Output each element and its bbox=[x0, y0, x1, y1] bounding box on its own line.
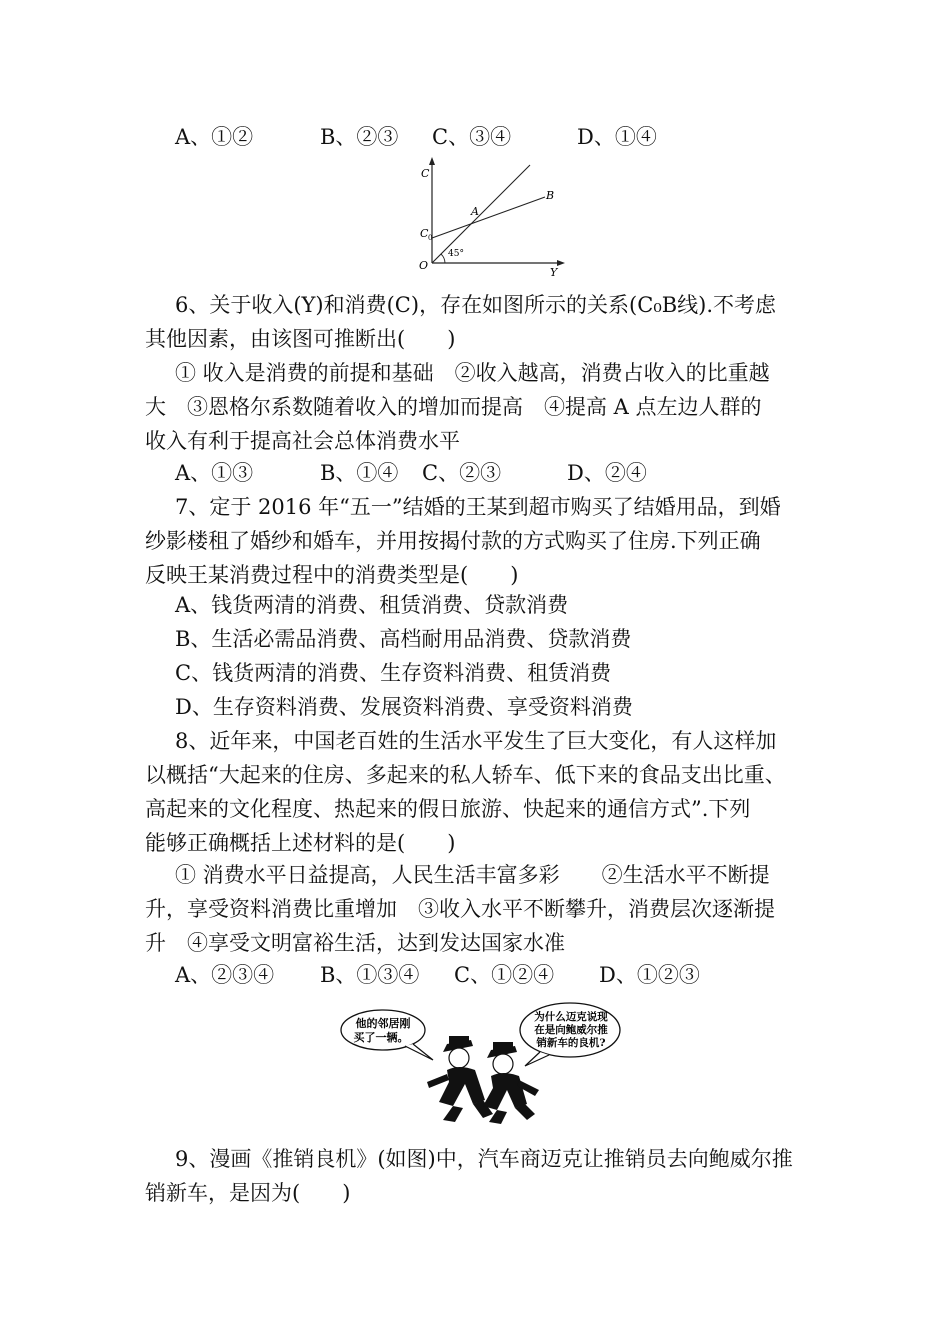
intercept-subscript: 0 bbox=[428, 234, 433, 242]
q6-line-1: 6、关于收入(Y)和消费(C)，存在如图所示的关系(C₀B线).不考虑 bbox=[175, 293, 777, 317]
q7-line-2: 纱影楼租了婚纱和婚车，并用按揭付款的方式购买了住房.下列正确 bbox=[145, 529, 761, 553]
q8-option-a: A、②③④ bbox=[175, 963, 275, 987]
q6-option-b: B、①④ bbox=[320, 461, 399, 485]
q5-options bbox=[175, 120, 657, 154]
q8-line-5: ① 消费水平日益提高，人民生活丰富多彩 ②生活水平不断提 bbox=[175, 863, 770, 887]
intercept-label: C bbox=[420, 227, 429, 240]
q7-option-d: D、生存资料消费、发展资料消费、享受资料消费 bbox=[175, 695, 633, 719]
q8-line-3: 高起来的文化程度、热起来的假日旅游、快起来的通信方式”.下列 bbox=[145, 797, 751, 821]
q8-option-b: B、①③④ bbox=[320, 963, 420, 987]
y-axis-label: C bbox=[421, 167, 430, 180]
left-bubble-text-2: 买了一辆。 bbox=[353, 1031, 409, 1044]
q8-line-1: 8、近年来，中国老百姓的生活水平发生了巨大变化，有人这样加 bbox=[175, 729, 777, 753]
line-b-label: B bbox=[546, 189, 555, 202]
q7-line-1: 7、定于 2016 年“五一”结婚的王某到超市购买了结婚用品，到婚 bbox=[175, 495, 781, 519]
y-axis-arrow bbox=[429, 157, 435, 165]
q5-option-c: C、③④ bbox=[432, 125, 512, 149]
right-bubble-text-2: 在是向鲍威尔推 bbox=[534, 1024, 608, 1036]
q7-option-a: A、钱货两清的消费、租赁消费、贷款消费 bbox=[175, 593, 569, 617]
q6-option-d: D、②④ bbox=[567, 461, 647, 485]
salesman-figure-left bbox=[427, 1036, 493, 1122]
q6-options bbox=[175, 456, 647, 490]
q6-line-3: ① 收入是消费的前提和基础 ②收入越高，消费占收入的比重越 bbox=[175, 361, 770, 385]
q8-line-7: 升 ④享受文明富裕生活，达到发达国家水准 bbox=[145, 931, 565, 955]
q5-option-b: B、②③ bbox=[320, 125, 399, 149]
origin-label: O bbox=[419, 259, 429, 272]
x-axis-arrow bbox=[557, 260, 565, 266]
q6-option-c: C、②③ bbox=[422, 461, 502, 485]
angle-label: 45° bbox=[448, 249, 464, 259]
angle-arc bbox=[441, 254, 445, 263]
line-c0b bbox=[432, 197, 545, 238]
right-bubble-text-1: 为什么迈克说现 bbox=[534, 1011, 608, 1023]
q8-options bbox=[175, 958, 700, 992]
left-speech-bubble bbox=[341, 1010, 425, 1050]
q8-line-2: 以概括“大起来的住房、多起来的私人轿车、低下来的食品支出比重、 bbox=[145, 763, 786, 787]
q8-option-d: D、①②③ bbox=[599, 963, 700, 987]
q6-line-5: 收入有利于提高社会总体消费水平 bbox=[145, 429, 460, 453]
q7-option-c: C、钱货两清的消费、生存资料消费、租赁消费 bbox=[175, 661, 612, 685]
q6-line-4: 大 ③恩格尔系数随着收入的增加而提高 ④提高 A 点左边人群的 bbox=[145, 395, 762, 419]
q8-line-4: 能够正确概括上述材料的是( ) bbox=[145, 831, 456, 855]
right-bubble-tail bbox=[525, 1052, 549, 1066]
q8-line-6: 升，享受资料消费比重增加 ③收入水平不断攀升，消费层次逐渐提 bbox=[145, 897, 775, 921]
cartoon-sales-opportunity bbox=[335, 1000, 625, 1125]
q7-option-b: B、生活必需品消费、高档耐用品消费、贷款消费 bbox=[175, 627, 632, 651]
q7-line-3: 反映王某消费过程中的消费类型是( ) bbox=[145, 563, 519, 587]
salesman-figure-right bbox=[483, 1042, 539, 1124]
right-bubble-text-3: 销新车的良机? bbox=[536, 1037, 606, 1049]
x-axis-label: Y bbox=[550, 266, 558, 279]
q6-option-a: A、①③ bbox=[175, 461, 254, 485]
q8-option-c: C、①②④ bbox=[454, 963, 555, 987]
point-a-label: A bbox=[471, 205, 479, 218]
left-bubble-tail bbox=[405, 1044, 433, 1060]
left-bubble-text-1: 他的邻居刚 bbox=[355, 1017, 411, 1030]
q6-line-2: 其他因素，由该图可推断出( ) bbox=[145, 327, 456, 351]
q9-line-1: 9、漫画《推销良机》(如图)中，汽车商迈克让推销员去向鲍威尔推 bbox=[175, 1147, 793, 1171]
income-consumption-graph bbox=[405, 155, 570, 280]
q9-line-2: 销新车，是因为( ) bbox=[145, 1181, 351, 1205]
q5-option-d: D、①④ bbox=[577, 125, 657, 149]
q5-option-a: A、①② bbox=[175, 125, 254, 149]
line-45-degree bbox=[432, 165, 530, 263]
